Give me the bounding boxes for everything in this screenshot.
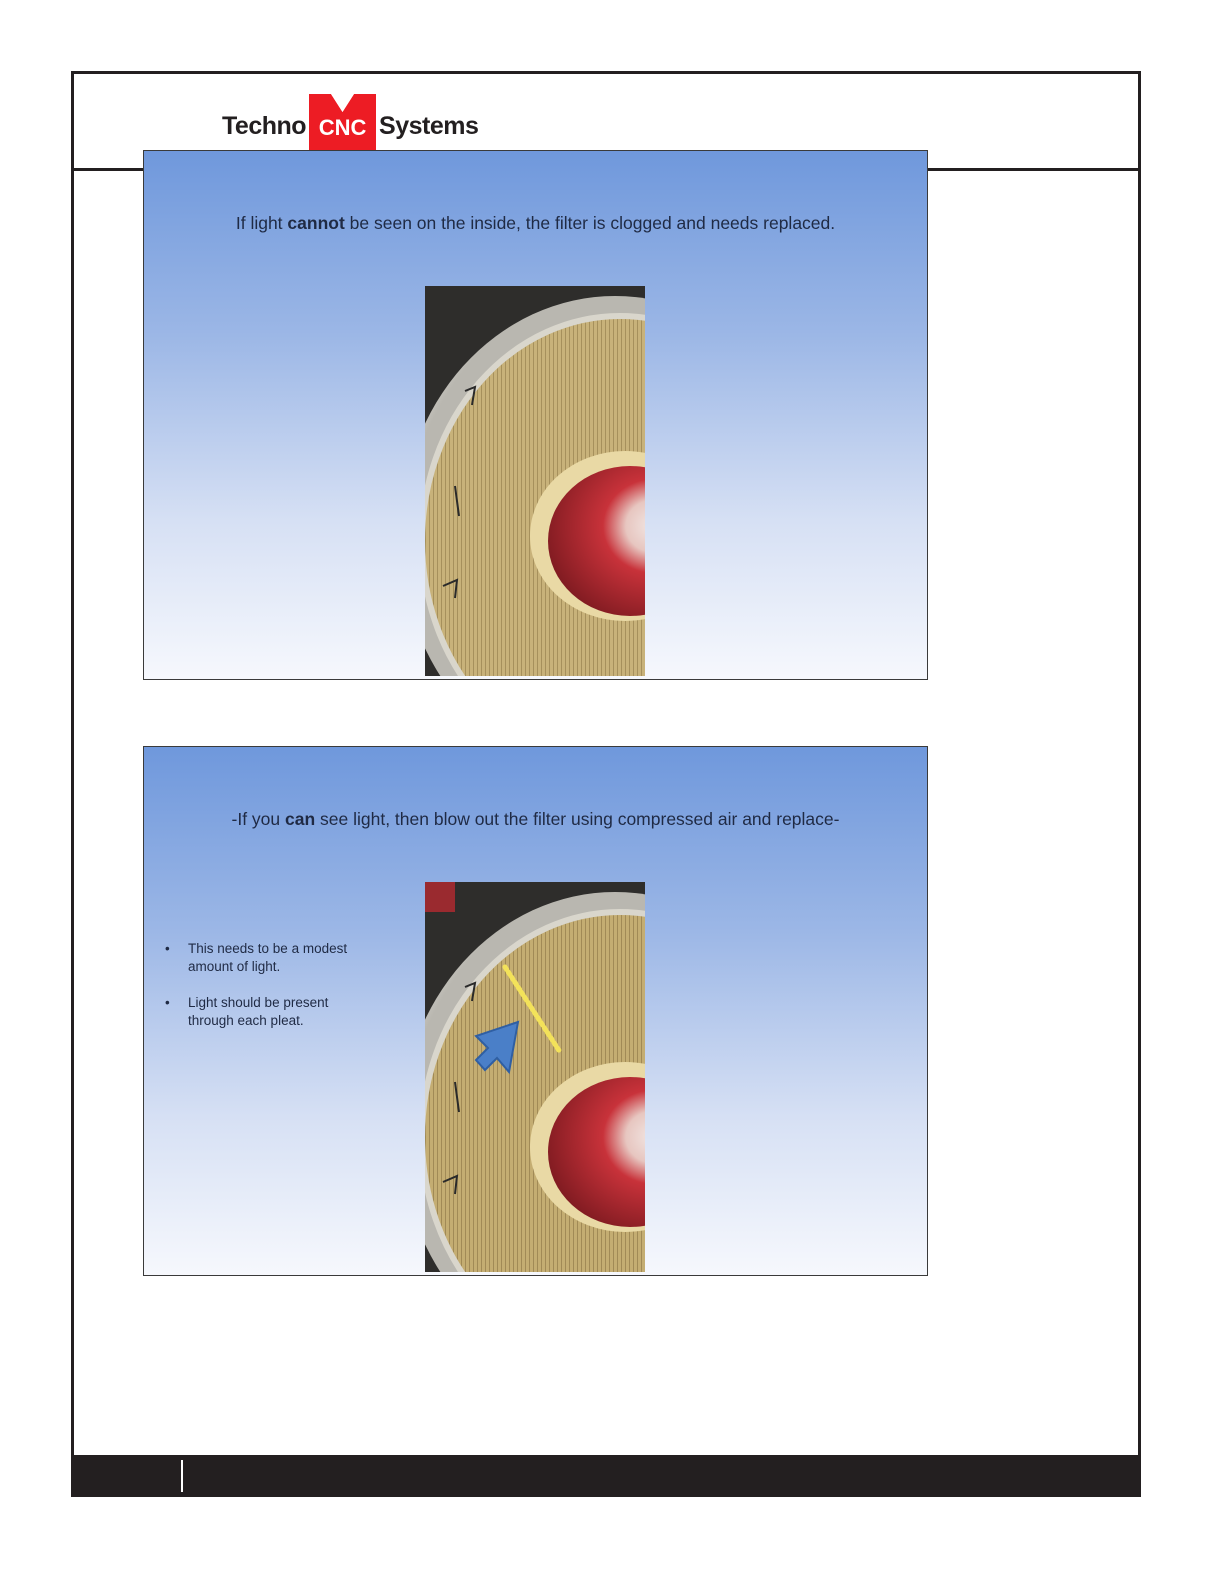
caption-text: -If you — [231, 809, 285, 829]
filter-photo — [425, 286, 645, 676]
caption-emphasis: cannot — [287, 213, 345, 233]
caption-text: be seen on the inside, the filter is clogged and needs replaced. — [344, 213, 836, 233]
slide-caption — [144, 213, 927, 234]
caption-emphasis: can — [285, 809, 316, 829]
logo-left-word: Techno — [222, 111, 307, 140]
bullet-marker: • — [165, 941, 170, 956]
logo-mark — [309, 94, 376, 158]
logo-mark-word: CNC — [318, 115, 367, 140]
page-footer — [71, 1455, 1141, 1497]
filter-photo — [425, 882, 645, 1272]
bullet-text: This needs to be a modest amount of light. — [188, 941, 348, 974]
bullet-marker: • — [165, 995, 170, 1010]
filter-photo-image — [425, 286, 645, 676]
slide-caption — [144, 809, 927, 830]
bullet-item — [162, 994, 352, 1030]
bullet-text: Light should be present through each pleat. — [188, 995, 329, 1028]
logo-right-word: Systems — [379, 111, 479, 140]
bullet-list — [162, 940, 352, 1048]
footer-divider — [181, 1460, 183, 1492]
caption-text: If light — [235, 213, 288, 233]
bullet-item — [162, 940, 352, 976]
slide-clogged-filter — [143, 150, 928, 680]
caption-text: see light, then blow out the filter using compressed air and replace- — [315, 809, 840, 829]
slide-light-visible — [143, 746, 928, 1276]
company-logo — [222, 94, 478, 158]
filter-photo-image — [425, 882, 645, 1272]
